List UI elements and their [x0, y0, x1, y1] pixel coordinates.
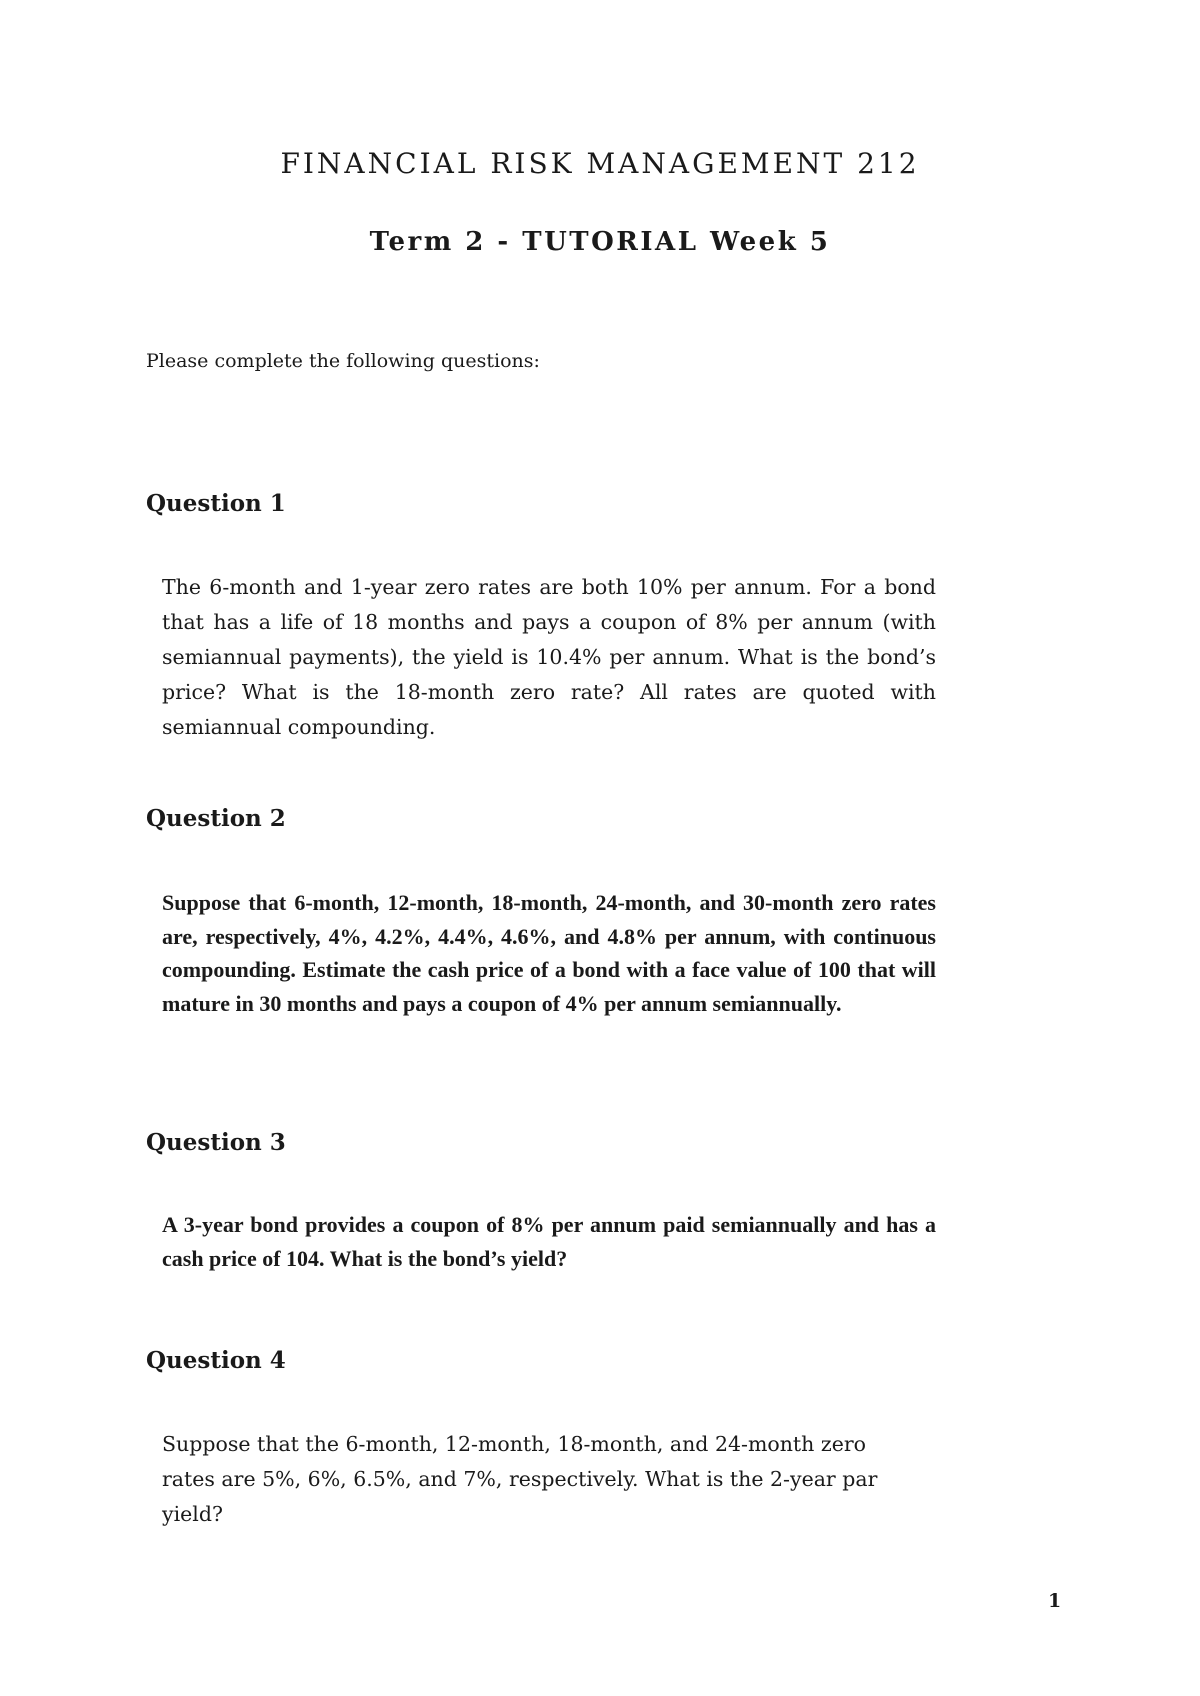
question-2-heading: Question 2: [146, 805, 286, 832]
page-number: 1: [1048, 1590, 1062, 1612]
question-1-heading: Question 1: [146, 490, 286, 517]
document-title: FINANCIAL RISK MANAGEMENT 212: [280, 147, 920, 180]
question-3-heading: Question 3: [146, 1129, 286, 1156]
question-4-heading: Question 4: [146, 1347, 286, 1374]
question-2-body: Suppose that 6-month, 12-month, 18-month, 24-month, and 30-month zero rates are, respectively, 4%, 4.2%, 4.4%, 4.6%, and 4.8% per annum, with continuous compounding. Estimate the cash price of a bond with a face value of 100 that will mature in 30 months and pays a coupon of 4% per annum semiannually.: [162, 890, 936, 1016]
question-3-body: A 3-year bond provides a coupon of 8% per annum paid semiannually and has a cash price of 104. What is the bond’s yield?: [162, 1212, 936, 1271]
question-4-body: Suppose that the 6-month, 12-month, 18-month, and 24-month zero rates are 5%, 6%, 6.5%, and 7%, respectively. What is the 2-year par yield?: [162, 1432, 878, 1526]
document-subtitle: Term 2 - TUTORIAL Week 5: [369, 227, 831, 257]
intro-text: Please complete the following questions:: [146, 350, 540, 372]
question-1-body: The 6-month and 1-year zero rates are both 10% per annum. For a bond that has a life of 18 months and pays a coupon of 8% per annum (with semiannual payments), the yield is 10.4% per annum. What is the bond’s price? What is the 18-month zero rate? All rates are quoted with semiannual compounding.: [162, 575, 936, 739]
